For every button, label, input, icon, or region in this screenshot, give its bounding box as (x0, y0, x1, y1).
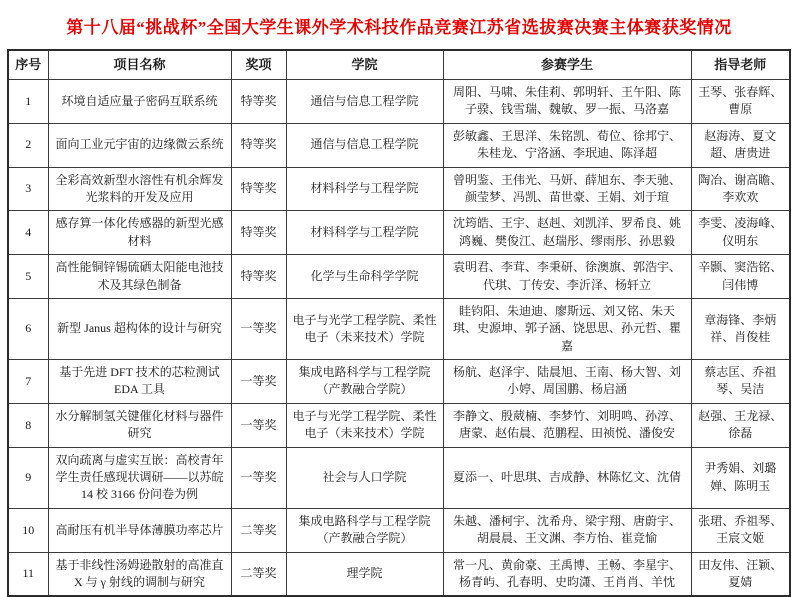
award-level: 一等奖 (231, 298, 286, 359)
award-level: 一等奖 (231, 447, 286, 508)
college-name: 集成电路科学与工程学院（产教融合学院） (286, 360, 443, 404)
award-level: 特等奖 (231, 211, 286, 255)
student-names: 夏添一、叶思琪、吉成静、林陈忆文、沈倩 (443, 447, 691, 508)
student-names: 眭钧阳、朱迪迪、廖斯远、刘又铭、朱天琪、史源坤、郭子涵、饶思思、孙元哲、瞿嘉 (443, 298, 691, 359)
table-row (8, 360, 790, 404)
award-level: 特等奖 (231, 80, 286, 124)
advisor-names: 蔡志匡、乔祖琴、吴洁 (691, 360, 790, 404)
award-level: 特等奖 (231, 255, 286, 299)
advisor-names: 王琴、张春辉、曹原 (691, 80, 790, 124)
award-level: 二等奖 (231, 508, 286, 552)
column-header-project: 项目名称 (48, 50, 231, 80)
row-number: 7 (8, 360, 48, 404)
column-header-index: 序号 (8, 50, 48, 80)
row-number: 6 (8, 298, 48, 359)
row-number: 4 (8, 211, 48, 255)
college-name: 材料科学与工程学院 (286, 167, 443, 211)
project-name: 双向疏离与虚实互嵌：高校青年学生责任感现状调研——以苏皖 14 校 3166 份问卷为例 (48, 447, 231, 508)
student-names: 朱越、潘柯宇、沈希舟、梁宇翔、唐蔚宇、胡晨晨、王文渊、李方怡、崔竞愉 (443, 508, 691, 552)
college-name: 理学院 (286, 552, 443, 596)
project-name: 高性能铜锌锡硫硒太阳能电池技术及其绿色制备 (48, 255, 231, 299)
project-name: 基于非线性汤姆逊散射的高准直 X 与 γ 射线的调制与研究 (48, 552, 231, 596)
row-number: 2 (8, 123, 48, 167)
column-header-college: 学院 (286, 50, 443, 80)
table-row (8, 552, 790, 596)
project-name: 环境自适应量子密码互联系统 (48, 80, 231, 124)
project-name: 全彩高效新型水溶性有机余辉发光浆料的开发及应用 (48, 167, 231, 211)
awards-table (7, 49, 791, 597)
college-name: 化学与生命科学学院 (286, 255, 443, 299)
advisor-names: 陶冶、谢高瞻、李欢欢 (691, 167, 790, 211)
project-name: 感存算一体化传感器的新型光感材料 (48, 211, 231, 255)
college-name: 材料科学与工程学院 (286, 211, 443, 255)
project-name: 基于先进 DFT 技术的芯粒测试 EDA 工具 (48, 360, 231, 404)
advisor-names: 尹秀娟、刘璐婵、陈明玉 (691, 447, 790, 508)
student-names: 周阳、马啸、朱佳莉、郭明轩、王午阳、陈子骙、钱雪瑞、魏敏、罗一振、马洛嘉 (443, 80, 691, 124)
award-level: 一等奖 (231, 403, 286, 447)
college-name: 集成电路科学与工程学院（产教融合学院） (286, 508, 443, 552)
column-header-students: 参赛学生 (443, 50, 691, 80)
student-names: 常一凡、黄俞豪、王禹博、王畅、李星宇、杨青屿、孔春明、史昀潇、王肖肖、羊忱 (443, 552, 691, 596)
table-row (8, 403, 790, 447)
table-row (8, 255, 790, 299)
table-row (8, 211, 790, 255)
advisor-names: 张珺、乔祖琴、王宸文姬 (691, 508, 790, 552)
row-number: 1 (8, 80, 48, 124)
project-name: 新型 Janus 超构体的设计与研究 (48, 298, 231, 359)
row-number: 3 (8, 167, 48, 211)
college-name: 社会与人口学院 (286, 447, 443, 508)
advisor-names: 赵海涛、夏文超、唐贵进 (691, 123, 790, 167)
award-level: 二等奖 (231, 552, 286, 596)
student-names: 彭敏鑫、王思洋、朱铭凯、荀位、徐邦宁、朱桂龙、宁洛涵、李珉迪、陈泽超 (443, 123, 691, 167)
advisor-names: 辛颢、窦浩铭、闫伟博 (691, 255, 790, 299)
student-names: 杨航、赵泽宇、陆晨旭、王南、杨大智、刘小婷、周国鹏、杨启涵 (443, 360, 691, 404)
table-header-row (8, 50, 790, 80)
row-number: 10 (8, 508, 48, 552)
advisor-names: 李雯、凌海峰、仪明东 (691, 211, 790, 255)
project-name: 面向工业元宇宙的边缘微云系统 (48, 123, 231, 167)
advisor-names: 章海锋、李炳祥、肖俊桂 (691, 298, 790, 359)
table-body (8, 80, 790, 597)
college-name: 电子与光学工程学院、柔性电子（未来技术）学院 (286, 403, 443, 447)
row-number: 9 (8, 447, 48, 508)
table-row (8, 508, 790, 552)
advisor-names: 田友伟、汪颖、夏婧 (691, 552, 790, 596)
table-row (8, 447, 790, 508)
page-title: 第十八届“挑战杯”全国大学生课外学术科技作品竞赛江苏省选拔赛决赛主体赛获奖情况 (66, 18, 732, 37)
row-number: 11 (8, 552, 48, 596)
table-row (8, 123, 790, 167)
advisor-names: 赵强、王龙禄、徐磊 (691, 403, 790, 447)
project-name: 高耐压有机半导体薄膜功率芯片 (48, 508, 231, 552)
student-names: 沈筠皓、王宇、赵赳、刘凯洋、罗希良、姚鸿巍、樊俊江、赵瑞彤、缪雨彤、孙思毅 (443, 211, 691, 255)
college-name: 通信与信息工程学院 (286, 123, 443, 167)
column-header-award: 奖项 (231, 50, 286, 80)
table-row (8, 167, 790, 211)
row-number: 5 (8, 255, 48, 299)
college-name: 通信与信息工程学院 (286, 80, 443, 124)
college-name: 电子与光学工程学院、柔性电子（未来技术）学院 (286, 298, 443, 359)
column-header-advisors: 指导老师 (691, 50, 790, 80)
table-row (8, 80, 790, 124)
award-level: 一等奖 (231, 360, 286, 404)
table-row (8, 298, 790, 359)
student-names: 曾明鉴、王伟光、马妍、薛旭东、李天驰、颜莹梦、冯凯、苗世豪、王娟、刘于瑄 (443, 167, 691, 211)
student-names: 李静文、殷葳楠、李梦竹、刘明鸣、孙淳、唐蒙、赵佑晨、范鹏程、田祯悦、潘俊安 (443, 403, 691, 447)
project-name: 水分解制氢关键催化材料与器件研究 (48, 403, 231, 447)
award-level: 特等奖 (231, 167, 286, 211)
award-level: 特等奖 (231, 123, 286, 167)
row-number: 8 (8, 403, 48, 447)
student-names: 袁明君、李茸、李秉研、徐澳旗、郭浩宇、代琪、丁传安、李沂泽、杨轩立 (443, 255, 691, 299)
